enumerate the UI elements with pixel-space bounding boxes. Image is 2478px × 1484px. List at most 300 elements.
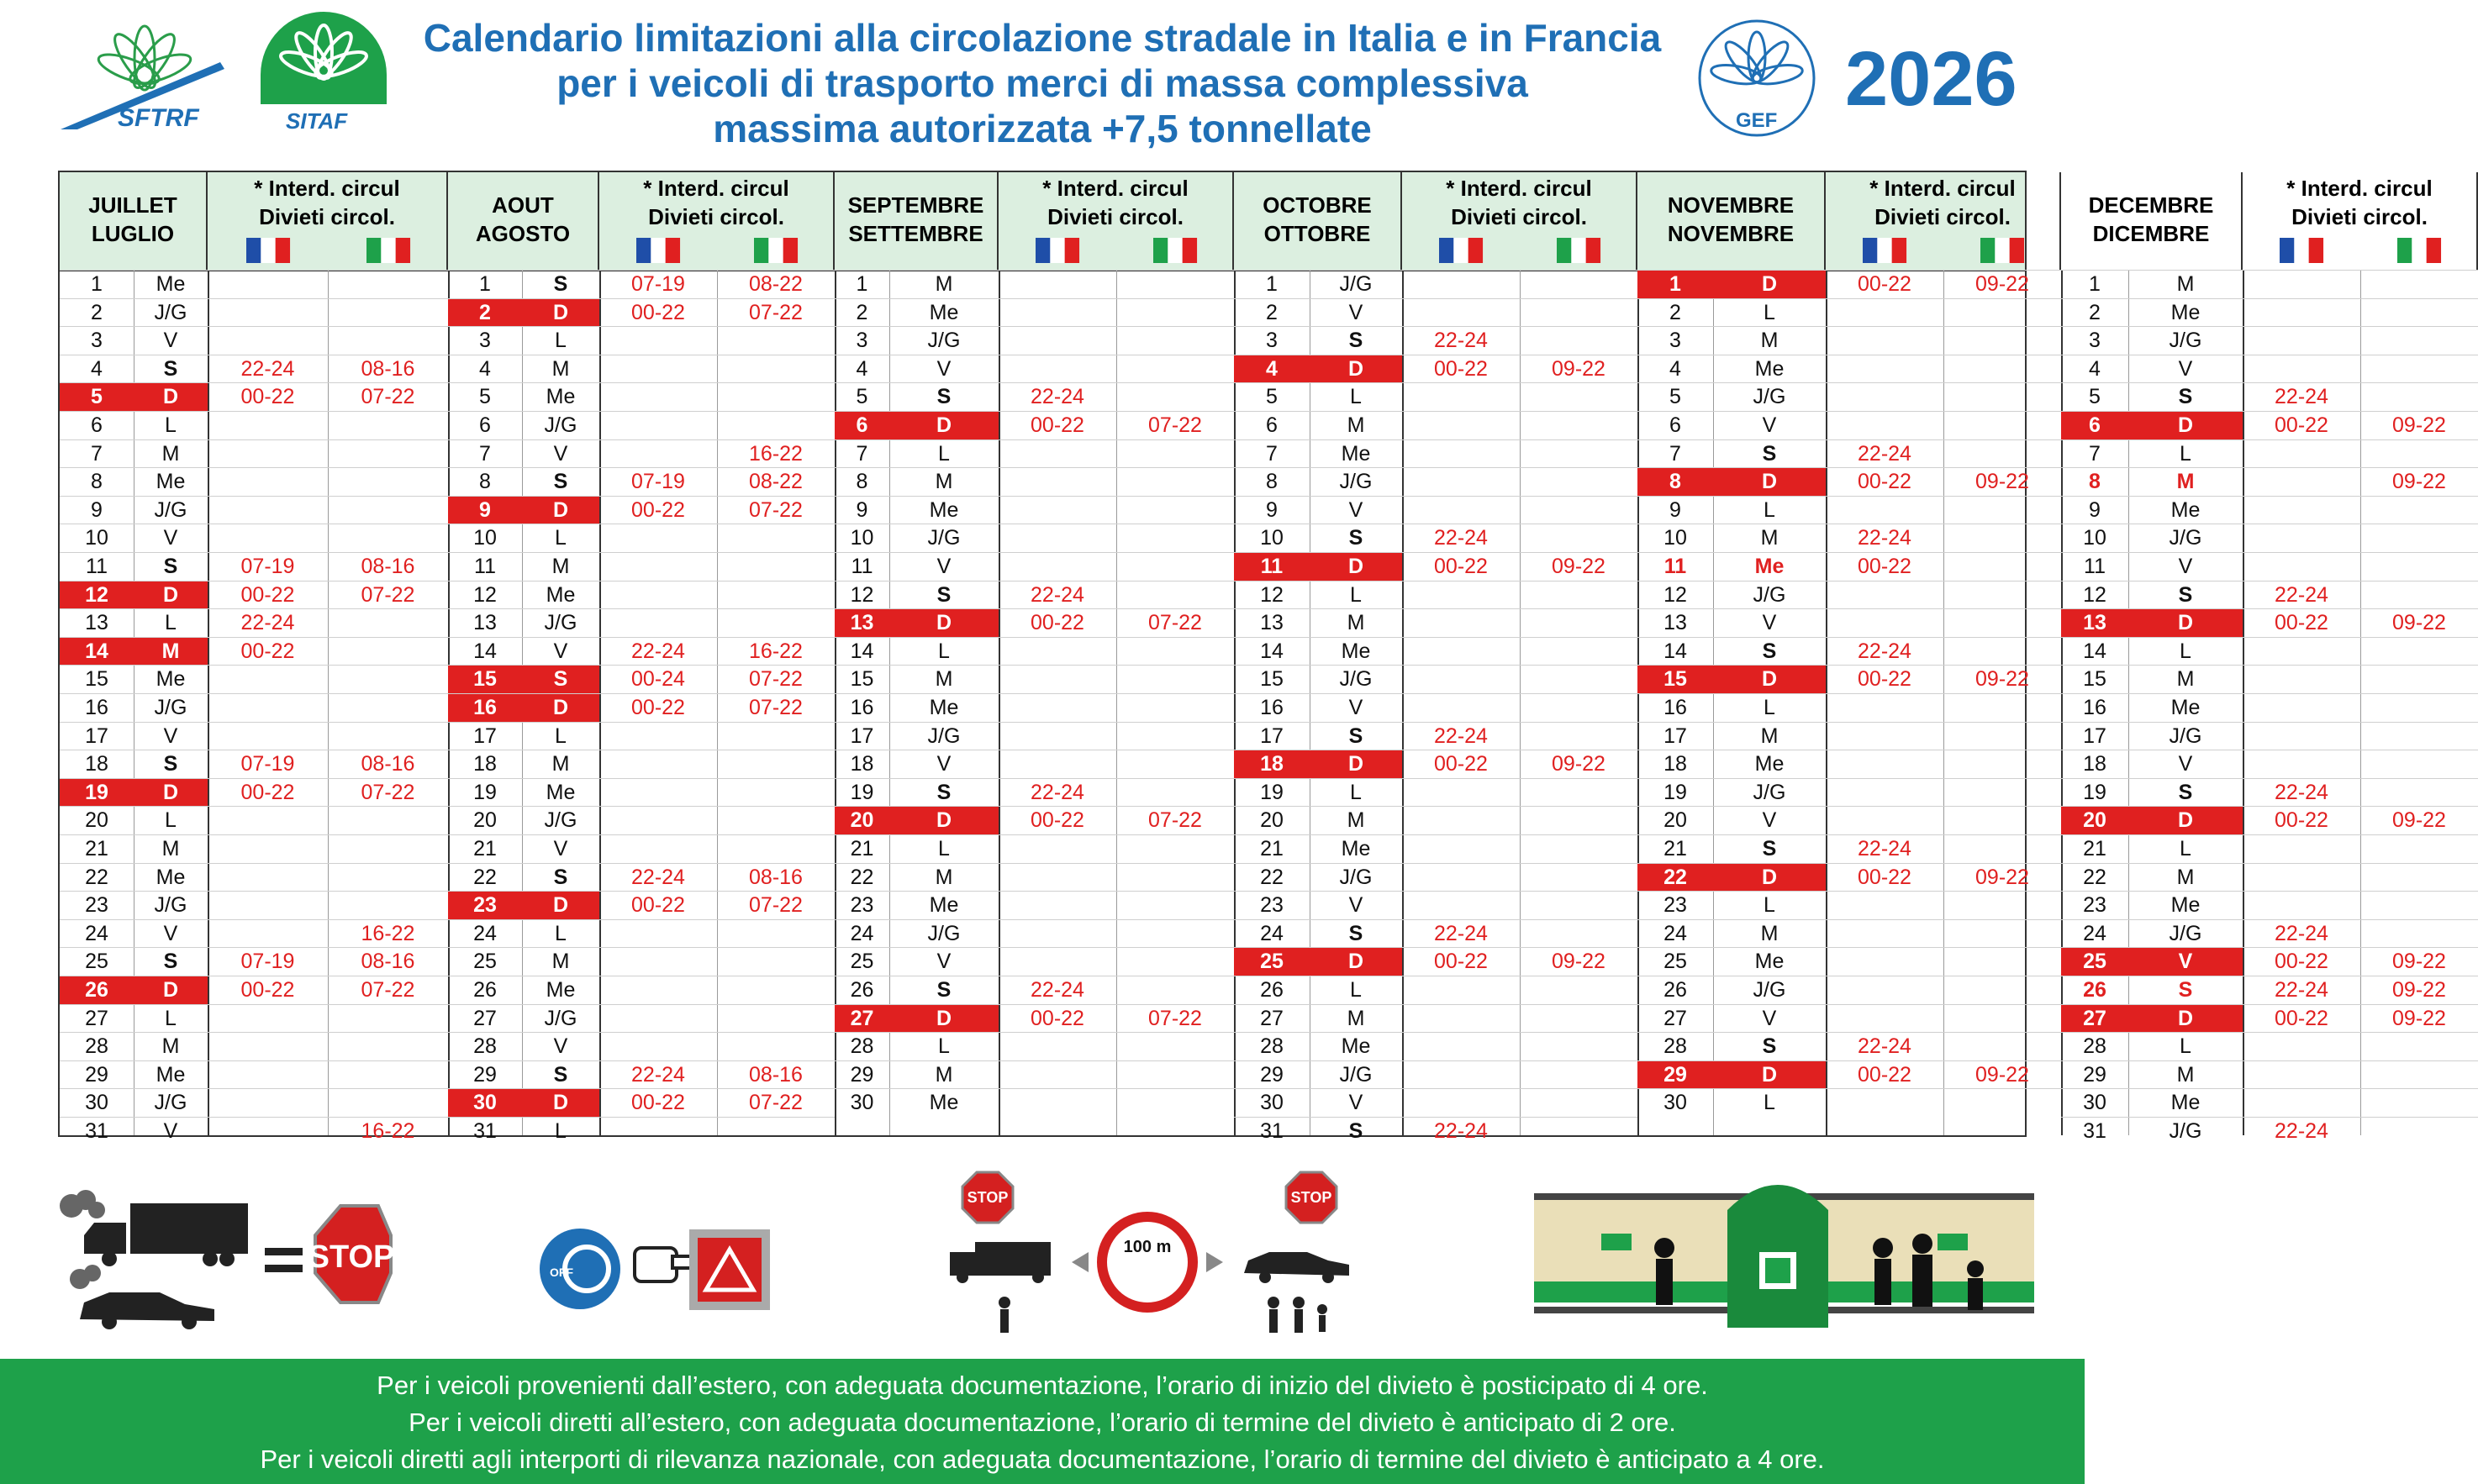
interdiction-italy	[1943, 807, 2061, 835]
day-number: 10	[850, 526, 874, 550]
interdiction-france	[2243, 553, 2360, 581]
interdiction-italy	[2360, 723, 2478, 751]
day-row	[1637, 581, 2061, 610]
no-overtaking-sign-icon	[1102, 1217, 1193, 1308]
weekday: J/G	[154, 497, 187, 522]
day-row	[448, 1032, 835, 1061]
interdiction-italy	[1943, 892, 2061, 920]
day-number: 28	[473, 1034, 497, 1059]
day-row	[835, 919, 1234, 949]
day-number: 7	[479, 441, 491, 466]
day-number: 29	[1260, 1062, 1284, 1087]
interdiction-header-line-2: Divieti circol.	[1451, 204, 1587, 229]
weekday: Me	[929, 893, 959, 918]
interdiction-italy	[328, 835, 448, 864]
interdiction-france	[999, 524, 1116, 553]
weekday: Me	[1341, 639, 1371, 663]
interdiction-france	[999, 864, 1116, 892]
weekday: D	[1713, 666, 1826, 694]
weekday: Me	[156, 667, 186, 692]
weekday: Me	[546, 385, 576, 409]
weekday: J/G	[154, 300, 187, 324]
weekday: S	[2178, 780, 2193, 804]
interdiction-france	[2243, 299, 2360, 328]
interdiction-france	[1826, 1005, 1943, 1034]
interdiction-france	[208, 807, 328, 835]
day-number: 11	[1663, 555, 1687, 578]
weekday: S	[163, 950, 178, 974]
day-row	[835, 1060, 1234, 1090]
day-number: 27	[473, 1006, 497, 1030]
day-number: 6	[1669, 413, 1681, 437]
interdiction-france: 00-22	[1858, 667, 1911, 692]
day-number: 7	[2089, 441, 2101, 466]
interdiction-france	[1826, 892, 1943, 920]
weekday: V	[163, 329, 178, 353]
interdiction-italy: 07-22	[1148, 808, 1202, 833]
day-row	[60, 270, 448, 299]
weekday: S	[936, 978, 952, 1002]
day-row	[2061, 355, 2478, 384]
weekday: Me	[2170, 300, 2201, 324]
day-row	[448, 1088, 835, 1118]
weekday: D	[522, 497, 599, 525]
day-number: 2	[2089, 300, 2101, 324]
interdiction-france	[1402, 468, 1520, 497]
interdiction-italy	[328, 723, 448, 751]
day-number: 11	[2084, 555, 2106, 578]
interdiction-france	[999, 638, 1116, 666]
month-header-2	[448, 172, 599, 270]
distance-sign-text: 100 m	[1123, 1238, 1172, 1256]
day-row	[1234, 665, 1637, 694]
interdiction-france: 00-22	[631, 300, 685, 324]
interdiction-france	[1402, 976, 1520, 1005]
weekday: Me	[1754, 555, 1785, 578]
day-row	[2061, 326, 2478, 355]
interdiction-italy	[1520, 807, 1637, 835]
interdiction-italy	[1520, 440, 1637, 469]
interdiction-italy: 08-16	[361, 752, 415, 776]
weekday: D	[522, 1089, 599, 1118]
interdiction-france	[2243, 864, 2360, 892]
weekday: J/G	[1753, 978, 1786, 1002]
interdiction-france	[208, 299, 328, 328]
interdiction-header-line-1: * Interd. circul	[1869, 176, 2016, 201]
day-row	[1234, 806, 1637, 835]
interdiction-italy	[2360, 271, 2478, 299]
day-number: 11	[474, 555, 496, 578]
weekday: M	[1347, 611, 1365, 635]
interdiction-france: 00-22	[1858, 470, 1911, 494]
interdiction-italy: 07-22	[749, 893, 803, 918]
interdiction-italy	[717, 807, 835, 835]
day-number: 20	[1260, 808, 1284, 833]
weekday: M	[1760, 329, 1779, 353]
weekday: Me	[156, 272, 186, 296]
interdiction-france: 00-22	[1031, 1006, 1084, 1030]
day-row	[2061, 298, 2478, 328]
day-row	[60, 411, 448, 440]
weekday: Me	[929, 300, 959, 324]
day-number: 18	[85, 752, 108, 776]
weekday: J/G	[2169, 329, 2202, 353]
day-row	[1234, 524, 1637, 553]
day-row	[2061, 722, 2478, 751]
day-number: 29	[850, 1062, 874, 1087]
day-row	[2061, 863, 2478, 892]
interdiction-france	[1402, 807, 1520, 835]
day-row	[835, 496, 1234, 525]
interdiction-france	[2243, 666, 2360, 694]
day-row	[1637, 552, 2061, 581]
interdiction-italy	[1520, 609, 1637, 638]
weekday: J/G	[2169, 1119, 2202, 1143]
month-name-fr: AOUT	[492, 192, 554, 218]
weekday: Me	[2170, 497, 2201, 522]
interdiction-france: 00-22	[1858, 865, 1911, 889]
day-row	[1234, 496, 1637, 525]
interdiction-france: 00-22	[240, 978, 295, 1002]
interdiction-italy	[1116, 271, 1234, 299]
day-number: 21	[1260, 837, 1284, 860]
gef-label: GEF	[1736, 109, 1778, 132]
day-number: 16	[1260, 696, 1284, 719]
interdiction-france	[2243, 524, 2360, 553]
interdiction-france	[208, 723, 328, 751]
interdiction-france	[1402, 666, 1520, 694]
day-number: 6	[835, 412, 889, 440]
weekday: J/G	[927, 329, 961, 353]
weekday: M	[2176, 865, 2195, 889]
day-number: 7	[1266, 441, 1278, 466]
interdiction-italy	[2360, 497, 2478, 525]
interdiction-italy	[328, 666, 448, 694]
day-number: 31	[85, 1119, 108, 1143]
interdiction-italy	[1116, 779, 1234, 808]
interdiction-france	[999, 1089, 1116, 1118]
interdiction-france	[1402, 497, 1520, 525]
day-number: 5	[479, 385, 491, 409]
month-name-fr: DECEMBRE	[2088, 192, 2214, 218]
interdiction-france	[1826, 412, 1943, 440]
interdiction-france: 22-24	[240, 356, 295, 381]
interdiction-italy	[1116, 468, 1234, 497]
day-number: 27	[85, 1006, 108, 1030]
month-name-fr: JUILLET	[88, 192, 177, 218]
day-number: 12	[2083, 582, 2106, 607]
france-flag-icon	[246, 238, 290, 263]
weekday: L	[555, 921, 567, 945]
interdiction-italy: 09-22	[2392, 950, 2446, 974]
weekday: D	[889, 1005, 999, 1034]
emergency-exit-sign-icon	[1601, 1234, 1632, 1250]
weekday: D	[2128, 609, 2243, 638]
interdiction-italy	[2360, 835, 2478, 864]
weekday: L	[1764, 893, 1775, 918]
day-number: 16	[850, 696, 874, 719]
truck-icon	[84, 1203, 248, 1266]
weekday: S	[522, 666, 599, 694]
interdiction-italy	[2360, 750, 2478, 779]
interdiction-italy	[328, 638, 448, 666]
interdiction-italy: 09-22	[1975, 470, 2029, 494]
weekday: Me	[546, 780, 576, 804]
day-row	[2061, 1117, 2478, 1146]
day-row	[60, 750, 448, 779]
interdiction-france	[599, 553, 717, 581]
day-row	[448, 693, 835, 723]
interdiction-france	[999, 750, 1116, 779]
interdiction-france	[1826, 948, 1943, 976]
interdiction-italy	[2360, 440, 2478, 469]
day-number: 26	[60, 976, 134, 1005]
month-header-5	[1637, 172, 1826, 270]
weekday: L	[1350, 978, 1362, 1002]
weekday: J/G	[927, 724, 961, 748]
day-row	[448, 1060, 835, 1090]
day-number: 20	[1663, 808, 1687, 833]
interdiction-france	[599, 920, 717, 949]
weekday: L	[555, 1119, 567, 1143]
day-number: 12	[850, 582, 874, 607]
day-row	[1234, 355, 1637, 384]
interdiction-france	[999, 666, 1116, 694]
day-row	[60, 778, 448, 808]
interdiction-france	[599, 948, 717, 976]
weekday: M	[1760, 921, 1779, 945]
month-header-3	[835, 172, 999, 270]
car-small-icon	[1244, 1252, 1349, 1283]
weekday: M	[161, 441, 180, 466]
interdiction-france: 22-24	[1031, 582, 1084, 607]
day-number: 9	[856, 497, 868, 522]
day-row	[2061, 382, 2478, 412]
day-number: 26	[1260, 978, 1284, 1002]
sitaf-label: SITAF	[286, 108, 348, 134]
day-row	[1637, 467, 2061, 497]
interdiction-italy	[1520, 1089, 1637, 1118]
interdiction-italy	[1520, 638, 1637, 666]
interdiction-italy	[1116, 327, 1234, 355]
interdiction-france	[208, 920, 328, 949]
day-number: 20	[473, 808, 497, 833]
day-row	[2061, 693, 2478, 723]
interdiction-italy	[2360, 694, 2478, 723]
interdiction-italy	[717, 383, 835, 412]
day-row	[448, 270, 835, 299]
interdiction-france	[208, 497, 328, 525]
day-row	[448, 552, 835, 581]
day-row	[60, 524, 448, 553]
day-row	[1234, 411, 1637, 440]
interdiction-italy	[1943, 976, 2061, 1005]
day-row	[1234, 693, 1637, 723]
day-row	[1637, 411, 2061, 440]
interdiction-italy	[1943, 920, 2061, 949]
weekday: M	[551, 950, 570, 974]
day-row	[1637, 355, 2061, 384]
weekday: L	[555, 724, 567, 748]
interdiction-france: 00-22	[1434, 356, 1488, 381]
interdiction-italy	[1943, 779, 2061, 808]
interdiction-italy	[2360, 1061, 2478, 1090]
interdiction-italy	[1520, 468, 1637, 497]
interdiction-italy	[1116, 355, 1234, 384]
weekday: Me	[2170, 893, 2201, 918]
day-row	[60, 1032, 448, 1061]
day-row	[1637, 778, 2061, 808]
day-row	[2061, 608, 2478, 638]
day-row	[835, 778, 1234, 808]
interdiction-france	[999, 723, 1116, 751]
weekday: V	[553, 441, 568, 466]
interdiction-italy: 09-22	[1975, 865, 2029, 889]
interdiction-italy	[1116, 864, 1234, 892]
day-number: 2	[448, 299, 522, 328]
weekday: V	[553, 639, 568, 663]
weekday: S	[1762, 837, 1777, 860]
day-number: 2	[1669, 300, 1681, 324]
interdiction-france: 00-22	[1858, 272, 1911, 296]
day-row	[1234, 270, 1637, 299]
day-number: 27	[1260, 1006, 1284, 1030]
day-number: 28	[1260, 1034, 1284, 1059]
weekday: L	[165, 413, 177, 437]
day-row	[60, 665, 448, 694]
day-number: 24	[473, 921, 497, 945]
day-number: 4	[1234, 355, 1310, 384]
day-row	[1234, 552, 1637, 581]
month-name-it: AGOSTO	[475, 221, 571, 246]
interdiction-france: 22-24	[2275, 385, 2328, 409]
italy-flag-icon	[754, 238, 798, 263]
day-row	[1637, 693, 2061, 723]
interdiction-italy	[1116, 524, 1234, 553]
interdiction-france	[1826, 609, 1943, 638]
day-number: 21	[1663, 837, 1687, 860]
day-row	[1637, 496, 2061, 525]
interdiction-italy	[328, 892, 448, 920]
weekday: S	[1762, 639, 1777, 663]
interdiction-france: 00-24	[631, 667, 685, 692]
interdiction-france: 00-22	[2275, 413, 2328, 437]
day-number: 24	[1663, 921, 1687, 945]
interdiction-france	[208, 1061, 328, 1090]
day-number: 24	[2083, 921, 2106, 945]
interdiction-italy: 09-22	[1552, 950, 1605, 974]
interdiction-italy: 09-22	[2392, 413, 2446, 437]
weekday: V	[936, 950, 952, 974]
interdiction-italy	[2360, 355, 2478, 384]
interdiction-italy	[328, 271, 448, 299]
interdiction-italy	[1943, 1005, 2061, 1034]
weekday: Me	[2170, 1091, 2201, 1115]
weekday: D	[889, 807, 999, 835]
weekday: D	[1310, 948, 1402, 976]
interdiction-france	[2243, 468, 2360, 497]
weekday: L	[1764, 300, 1775, 324]
weekday: D	[134, 383, 208, 412]
interdiction-france	[599, 412, 717, 440]
weekday: D	[522, 299, 599, 328]
day-number: 10	[1663, 526, 1687, 550]
day-row	[835, 411, 1234, 440]
interdiction-italy	[1520, 412, 1637, 440]
interdiction-france	[2243, 638, 2360, 666]
interdiction-france	[999, 920, 1116, 949]
day-row	[1637, 976, 2061, 1005]
day-number: 22	[2083, 865, 2106, 889]
interdiction-italy: 09-22	[1552, 356, 1605, 381]
interdiction-france: 22-24	[1031, 780, 1084, 804]
day-row	[448, 411, 835, 440]
interdiction-france: 22-24	[631, 1062, 685, 1087]
day-row	[2061, 411, 2478, 440]
day-number: 1	[1266, 272, 1278, 296]
day-number: 25	[850, 950, 874, 974]
interdiction-italy	[328, 807, 448, 835]
day-row	[2061, 581, 2478, 610]
day-row	[835, 524, 1234, 553]
interdiction-italy	[1116, 750, 1234, 779]
arrow-right-icon	[1206, 1252, 1223, 1272]
interdiction-italy	[2360, 1089, 2478, 1118]
day-number: 19	[1260, 780, 1284, 804]
day-number: 22	[850, 865, 874, 889]
interdiction-italy	[717, 779, 835, 808]
day-number: 12	[1663, 582, 1687, 607]
day-row	[1637, 834, 2061, 864]
weekday: D	[1713, 864, 1826, 892]
weekday: V	[553, 1034, 568, 1059]
interdiction-italy	[1943, 1033, 2061, 1061]
day-number: 28	[850, 1034, 874, 1059]
weekday: M	[2176, 470, 2195, 494]
italy-flag-icon	[366, 238, 410, 263]
day-number: 8	[856, 470, 868, 494]
day-row	[2061, 834, 2478, 864]
day-row	[60, 863, 448, 892]
interdiction-italy: 08-16	[361, 555, 415, 578]
day-row	[60, 355, 448, 384]
sftrf-logo	[52, 12, 245, 138]
interdiction-france	[999, 948, 1116, 976]
interdiction-france: 07-19	[631, 272, 685, 296]
interdiction-italy	[1943, 750, 2061, 779]
day-row	[60, 891, 448, 920]
interdiction-france	[2243, 694, 2360, 723]
day-row	[2061, 552, 2478, 581]
day-number: 19	[850, 780, 874, 804]
interdiction-france	[1826, 750, 1943, 779]
interdiction-italy	[2360, 383, 2478, 412]
day-row	[1234, 467, 1637, 497]
day-row	[60, 637, 448, 666]
interdiction-france	[599, 327, 717, 355]
day-number: 12	[1260, 582, 1284, 607]
interdiction-italy	[328, 1005, 448, 1034]
day-number: 5	[856, 385, 868, 409]
pictogram-engine-off-hazard	[538, 1223, 773, 1315]
interdiction-france: 00-22	[1031, 808, 1084, 833]
day-row	[2061, 1004, 2478, 1034]
day-number: 13	[473, 611, 497, 635]
day-row	[1637, 298, 2061, 328]
weekday: S	[2178, 582, 2193, 607]
weekday: S	[163, 555, 178, 578]
interdiction-france	[1826, 807, 1943, 835]
